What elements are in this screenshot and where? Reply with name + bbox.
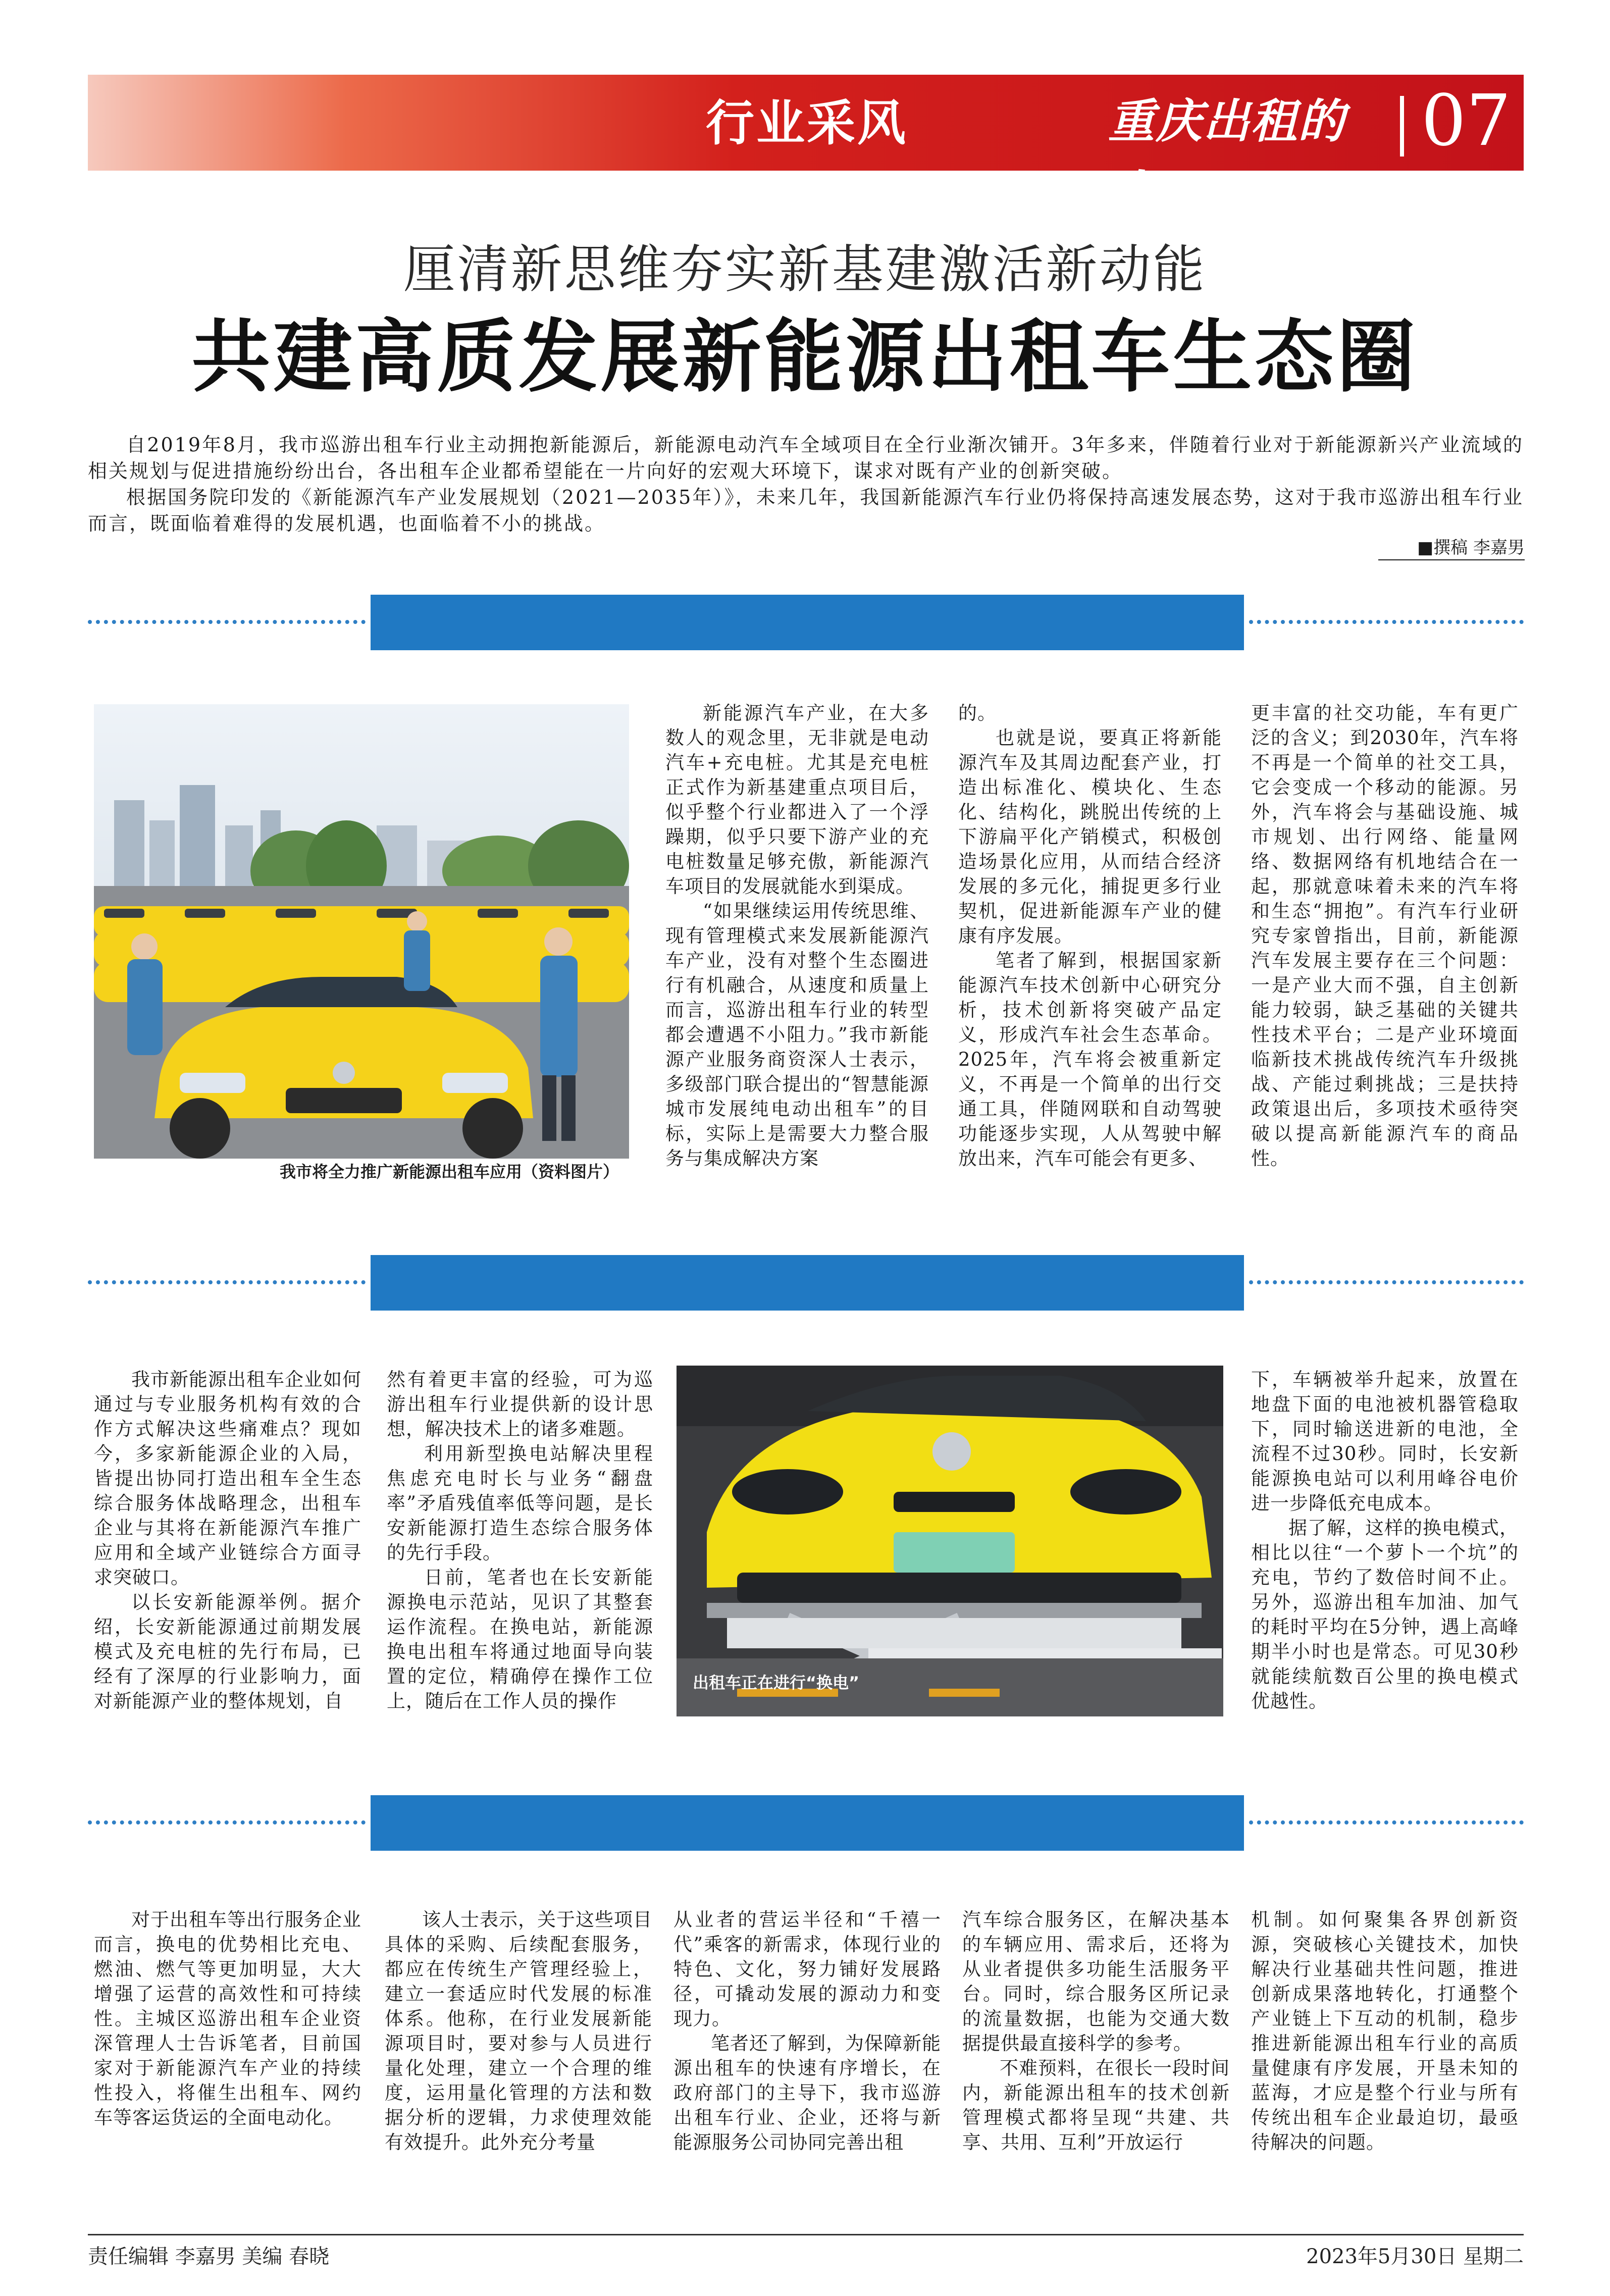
- taxi-fleet-photo: [94, 704, 629, 1159]
- article-column: [1251, 1907, 1519, 2190]
- paragraph: 然有着更丰富的经验，可为巡游出租车行业提供新的设计思想，解决技术上的诸多难题。: [387, 1369, 653, 1440]
- paragraph: 从业者的营运半径和“千禧一代”乘客的新需求，体现行业的特色、文化，努力铺好发展路径，可撬动发展的源动力和变现力。: [673, 1909, 941, 2029]
- section-bar: [371, 1255, 1244, 1311]
- section-bar: [371, 595, 1244, 650]
- dotted-rule: [1249, 1280, 1524, 1285]
- article-column: [665, 701, 929, 1185]
- paragraph: 笔者还了解到，为保障新能源出租车的快速有序增长，在政府部门的主导下，我市巡游出租车行业、企业，还将与新能源服务公司协同完善出租: [673, 2032, 941, 2153]
- paragraph: 不难预料，在很长一段时间内，新能源出租车的技术创新管理模式都将呈现“共建、共享、共用、互利”开放运行: [962, 2057, 1230, 2153]
- battery-swap-photo: [677, 1366, 1223, 1716]
- paragraph: 利用新型换电站解决里程焦虑充电时长与业务“翻盘率”矛盾残值率低等问题，是长安新能源打造生态综合服务体的先行手段。: [387, 1443, 653, 1563]
- dotted-rule: [1249, 1820, 1524, 1825]
- article-column: [1251, 701, 1519, 1185]
- footer-date: 2023年5月30日 星期二: [1306, 2245, 1524, 2268]
- paragraph: 汽车综合服务区，在解决基本的车辆应用、需求后，还将为从业者提供多功能生活服务平台。同时，综合服务区所记录的流量数据，也能为交通大数据提供最直接科学的参考。: [962, 1909, 1230, 2054]
- photo-caption: 我市将全力推广新能源出租车应用（资料图片）: [279, 1162, 619, 1181]
- section-header-1: [88, 595, 1524, 650]
- paragraph: 我市新能源出租车企业如何通过与专业服务机构有效的合作方式解决这些痛难点？现如今，多家新能源企业的入局，皆提出协同打造出租车全生态综合服务体战略理念，出租车企业与其将在新能源汽车推广应用和全域产业链综合方面寻求突破口。: [94, 1369, 361, 1588]
- paragraph: 机制。如何聚集各界创新资源，突破核心关键技术，加快解决行业基础共性问题，推进创新成果落地转化，打通整个产业链上下互动的机制，稳步推进新能源出租车行业的高质量健康有序发展，开垦未知的蓝海，才应是整个行业与所有传统出租车企业最迫切，最亟待解决的问题。: [1251, 1909, 1519, 2153]
- page-number: 07: [1421, 80, 1512, 162]
- article-column: [94, 1367, 361, 1731]
- article-column: [962, 1907, 1230, 2190]
- dotted-rule: [88, 1820, 366, 1825]
- article-column: [1251, 1367, 1519, 1731]
- footer-rule: [88, 2234, 1524, 2235]
- dotted-rule: [88, 620, 366, 625]
- paragraph: 笔者了解到，根据国家新能源汽车技术创新中心研究分析，技术创新将突破产品定义，形成汽车社会生态革命。2025年，汽车将会被重新定义，不再是一个简单的出行交通工具，伴随网联和自动驾驶功能逐步实现，人从驾驶中解放出来，汽车可能会有更多、: [958, 950, 1222, 1169]
- newspaper-logo: 重庆出租的士: [1108, 94, 1346, 219]
- header-divider: [1400, 96, 1404, 156]
- dotted-rule: [1249, 620, 1524, 625]
- paragraph: 也就是说，要真正将新能源汽车及其周边配套产业，打造出标准化、模块化、生态化、结构化，跳脱出传统的上下游扁平化产销模式，积极创造场景化应用，从而结合经济发展的多元化，捕捉更多行业契机，促进新能源车产业的健康有序发展。: [958, 727, 1222, 947]
- article-column: [958, 701, 1222, 1185]
- article-column: [673, 1907, 941, 2190]
- paragraph: 更丰富的社交功能，车有更广泛的含义；到2030年，汽车将不再是一个简单的社交工具，它会变成一个移动的能源。另外，汽车将会与基础设施、城市规划、出行网络、能量网络、数据网络有机地结合在一起，那就意味着未来的汽车将和生态“拥抱”。有汽车行业研究专家曾指出，目前，新能源汽车发展主要存在三个问题：一是产业大而不强，自主创新能力较弱，缺乏基础的关键共性技术平台；二是产业环境面临新技术挑战传统汽车升级挑战、产能过剩挑战；三是扶持政策退出后，多项技术亟待突破以提高新能源汽车的商品性。: [1251, 702, 1519, 1169]
- paragraph: 下，车辆被举升起来，放置在地盘下面的电池被机器管稳取下，同时输送进新的电池，全流程不过30秒。同时，长安新能源换电站可以利用峰谷电价进一步降低充电成本。: [1251, 1369, 1519, 1514]
- article-column: [94, 1907, 361, 2190]
- dotted-rule: [88, 1280, 366, 1285]
- paragraph: 以长安新能源举例。据介绍，长安新能源通过前期发展模式及充电桩的先行布局，已经有了深厚的行业影响力，面对新能源产业的整体规划，自: [94, 1591, 361, 1712]
- section-name: 行业采风: [706, 95, 908, 151]
- article-lead: [88, 432, 1524, 537]
- paragraph: 据了解，这样的换电模式，相比以往“一个萝卜一个坑”的充电，节约了数倍时间不止。另外，巡游出租车加油、加气的耗时平均在5分钟，遇上高峰期半小时也是常态。可见30秒就能续航数百公里的换电模式优越性。: [1251, 1517, 1519, 1712]
- article-column: [385, 1907, 652, 2190]
- paragraph: 新能源汽车产业，在大多数人的观念里，无非就是电动汽车+充电桩。尤其是充电桩正式作为新基建重点项目后，似乎整个行业都进入了一个浮躁期，似乎只要下游产业的充电桩数量足够充傲，新能源汽车项目的发展就能水到渠成。: [665, 702, 929, 897]
- section-header-2: [88, 1255, 1524, 1311]
- paragraph: 日前，笔者也在长安新能源换电示范站，见识了其整套运作流程。在换电站，新能源换电出租车将通过地面导向装置的定位，精确停在操作工位上，随后在工作人员的操作: [387, 1567, 653, 1712]
- paragraph: 该人士表示，关于这些项目具体的采购、后续配套服务，都应在传统生产管理经验上，建立一套适应时代发展的标准体系。他称，在行业发展新能源项目时，要对参与人员进行量化处理，建立一个合理的维度，运用量化管理的方法和数据分析的逻辑，力求使理效能有效提升。此外充分考量: [385, 1909, 652, 2153]
- article-title: 共建高质发展新能源出租车生态圈: [191, 310, 1419, 403]
- paragraph: 对于出租车等出行服务企业而言，换电的优势相比充电、燃油、燃气等更加明显，大大增强了运营的高效性和可持续性。主城区巡游出租车企业资深管理人士告诉笔者，目前国家对于新能源汽车产业的持续性投入，将催生出租车、网约车等客运货运的全面电动化。: [94, 1909, 361, 2128]
- section-header-3: [88, 1795, 1524, 1851]
- article-column: [387, 1367, 653, 1731]
- lead-paragraph: 自2019年8月，我市巡游出租车行业主动拥抱新能源后，新能源电动汽车全域项目在全行业渐次铺开。3年多来，伴随着行业对于新能源新兴产业流域的相关规划与促进措施纷纷出台，各出租车企业都希望能在一片向好的宏观大环境下，谋求对既有产业的创新突破。: [88, 434, 1524, 482]
- paragraph: 的。: [958, 702, 997, 724]
- paragraph: “如果继续运用传统思维、现有管理模式来发展新能源汽车产业，没有对整个生态圈进行有机融合，从速度和质量上而言，巡游出租车行业的转型都会遭遇不小阻力。”我市新能源产业服务商资深人士表示，多级部门联合提出的“智慧能源城市发展纯电动出租车”的目标，实际上是需要大力整合服务与集成解决方案: [665, 900, 929, 1169]
- footer-editors: 责任编辑 李嘉男 美编 春晓: [88, 2245, 330, 2268]
- section-bar: [371, 1795, 1244, 1851]
- article-subtitle: 厘清新思维夯实新基建激活新动能: [403, 240, 1207, 300]
- photo-caption: 出租车正在进行“换电”: [693, 1673, 860, 1692]
- lead-paragraph: 根据国务院印发的《新能源汽车产业发展规划（2021—2035年）》，未来几年，我国新能源汽车行业仍将保持高速发展态势，这对于我市巡游出租车行业而言，既面临着难得的发展机遇，也面临着不小的挑战。: [88, 486, 1524, 535]
- byline: ■撰稿 李嘉男: [1378, 535, 1525, 560]
